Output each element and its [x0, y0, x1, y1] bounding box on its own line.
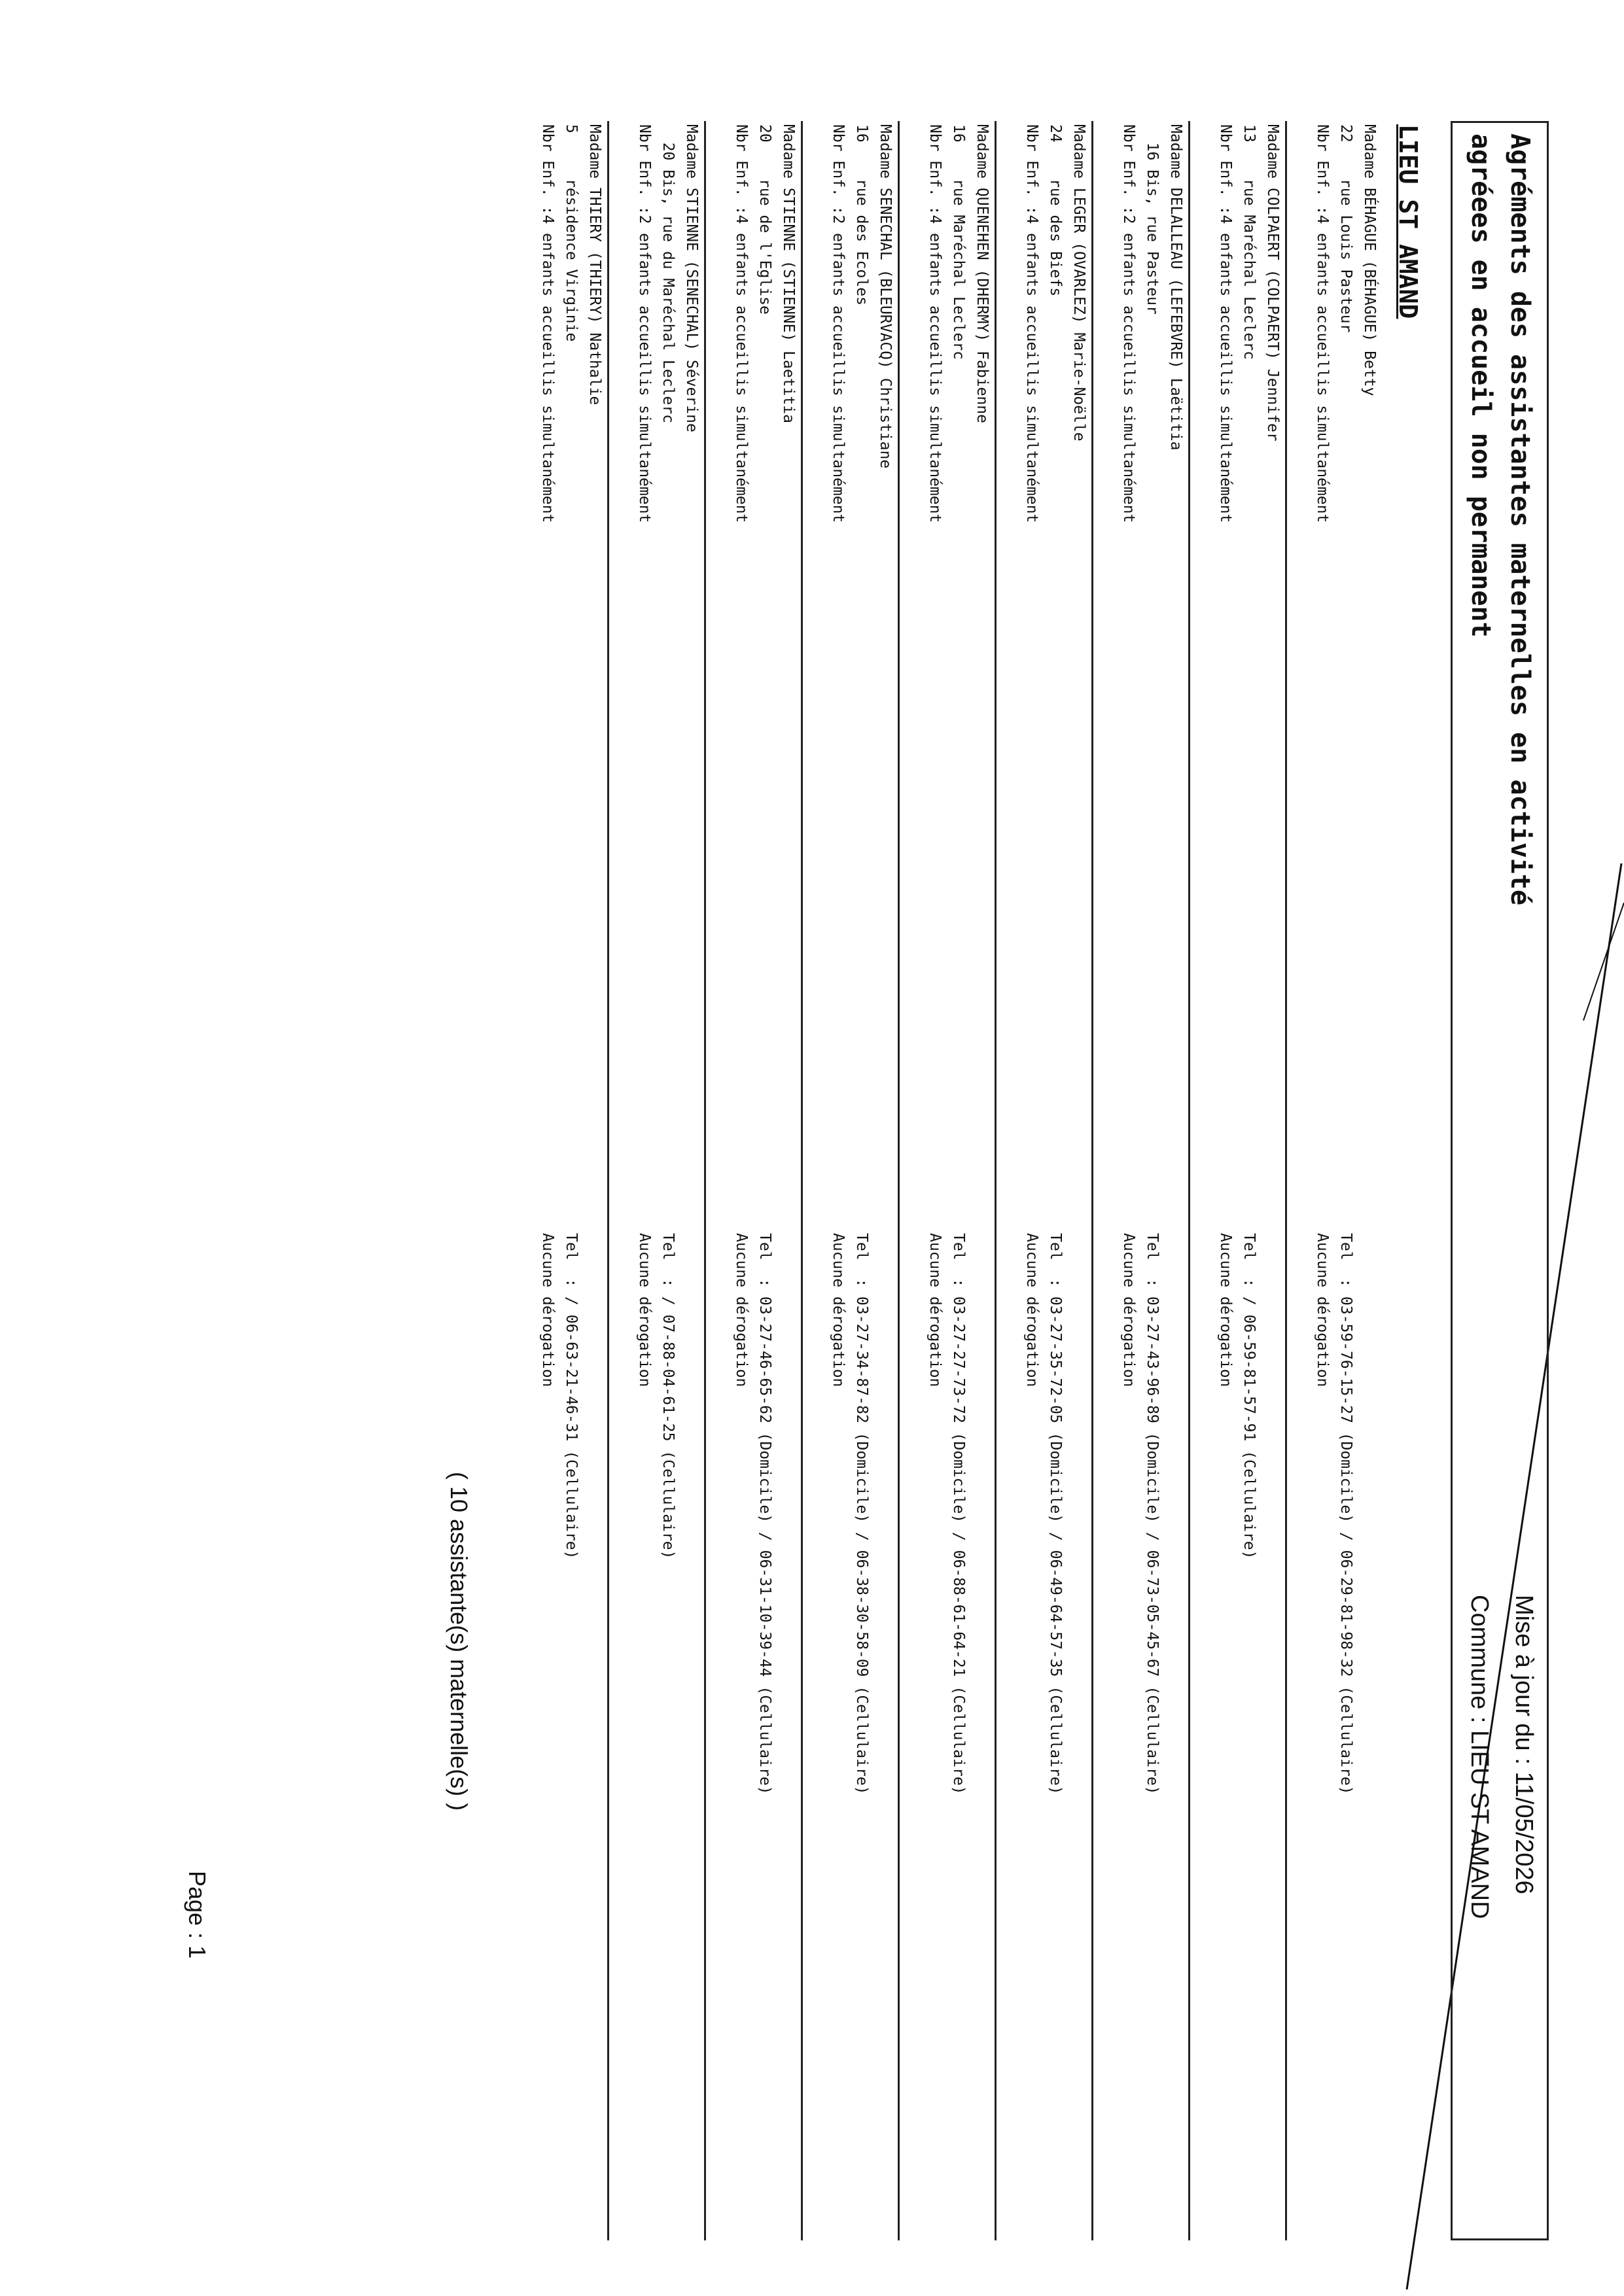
assistant-address: 5 résidence Virginie	[563, 124, 580, 342]
assistant-phone: Tel : 03-27-46-65-62 (Domicile) / 06-31-10-39-44 (Cellulaire)	[756, 1233, 773, 1795]
list-item	[995, 121, 1091, 2240]
assistant-capacity: Nbr Enf. :2 enfants accueillis simultanément	[1120, 124, 1137, 523]
assistant-derogation: Aucune dérogation	[733, 1233, 750, 1387]
page-number: Page : 1	[184, 1871, 211, 1959]
assistant-capacity: Nbr Enf. :4 enfants accueillis simultanément	[733, 124, 750, 523]
assistant-address: 13 rue Maréchal Leclerc	[1241, 124, 1258, 360]
assistant-phone: Tel : 03-59-76-15-27 (Domicile) / 06-29-81-98-32 (Cellulaire)	[1337, 1233, 1354, 1795]
assistant-phone: Tel : 03-27-27-73-72 (Domicile) / 06-88-61-64-21 (Cellulaire)	[950, 1233, 967, 1795]
assistant-derogation: Aucune dérogation	[1120, 1233, 1137, 1387]
list-item	[801, 121, 898, 2240]
list-item	[1285, 121, 1382, 2240]
list-item	[607, 121, 704, 2240]
header-box	[1451, 121, 1549, 2240]
assistant-derogation: Aucune dérogation	[1023, 1233, 1040, 1387]
assistant-name: Madame STIENNE (SENECHAL) Séverine	[683, 124, 700, 432]
assistant-name: Madame LEGER (OVARLEZ) Marie-Noëlle	[1070, 124, 1087, 442]
assistant-address: 16 rue des Ecoles	[853, 124, 870, 305]
assistant-capacity: Nbr Enf. :2 enfants accueillis simultanément	[636, 124, 653, 523]
list-item	[898, 121, 995, 2240]
assistant-derogation: Aucune dérogation	[830, 1233, 847, 1387]
assistant-name: Madame STIENNE (STIENNE) Laetitia	[780, 124, 797, 423]
assistant-derogation: Aucune dérogation	[927, 1233, 944, 1387]
assistant-address: 16 Bis, rue Pasteur	[1144, 124, 1161, 315]
assistant-capacity: Nbr Enf. :4 enfants accueillis simultanément	[539, 124, 556, 523]
assistant-name: Madame SENECHAL (BLEURVACQ) Christiane	[877, 124, 894, 469]
assistant-phone: Tel : / 06-63-21-46-31 (Cellulaire)	[563, 1233, 580, 1559]
assistant-capacity: Nbr Enf. :4 enfants accueillis simultanément	[1023, 124, 1040, 523]
commune-heading: LIEU ST AMAND	[1394, 124, 1422, 319]
assistant-name: Madame QUENEHEN (DHERMY) Fabienne	[974, 124, 991, 423]
assistant-name: Madame THIERY (THIERY) Nathalie	[586, 124, 603, 406]
commune-label: Commune : LIEU ST AMAND	[1466, 1595, 1493, 1919]
assistant-capacity: Nbr Enf. :4 enfants accueillis simultanément	[1314, 124, 1331, 523]
assistant-phone: Tel : 03-27-34-87-82 (Domicile) / 06-38-30-58-09 (Cellulaire)	[853, 1233, 870, 1795]
assistant-derogation: Aucune dérogation	[1314, 1233, 1331, 1387]
assistant-name: Madame DELALLEAU (LEFEBVRE) Laëtitia	[1167, 124, 1184, 451]
list-item	[510, 121, 607, 2240]
assistant-capacity: Nbr Enf. :4 enfants accueillis simultanément	[1217, 124, 1234, 523]
list-item	[1091, 121, 1188, 2240]
assistant-derogation: Aucune dérogation	[636, 1233, 653, 1387]
assistant-address: 20 Bis, rue du Maréchal Leclerc	[660, 124, 677, 423]
assistant-phone: Tel : / 06-59-81-57-91 (Cellulaire)	[1241, 1233, 1258, 1559]
assistant-derogation: Aucune dérogation	[1217, 1233, 1234, 1387]
update-date: Mise à jour du : 11/05/2026	[1510, 1595, 1538, 1894]
list-item	[704, 121, 801, 2240]
assistant-name: Madame BÉHAGUE (BÉHAGUE) Betty	[1361, 124, 1378, 396]
assistant-derogation: Aucune dérogation	[539, 1233, 556, 1387]
assistant-capacity: Nbr Enf. :4 enfants accueillis simultanément	[927, 124, 944, 523]
assistant-capacity: Nbr Enf. :2 enfants accueillis simultanément	[830, 124, 847, 523]
assistant-address: 16 rue Maréchal Leclerc	[950, 124, 967, 360]
assistant-address: 20 rue de l'Eglise	[756, 124, 773, 315]
assistant-phone: Tel : / 07-88-04-61-25 (Cellulaire)	[660, 1233, 677, 1559]
assistant-phone: Tel : 03-27-35-72-05 (Domicile) / 06-49-64-57-35 (Cellulaire)	[1047, 1233, 1064, 1795]
document-subtitle: agréees en accueil non permanent	[1466, 133, 1496, 638]
document-title: Agréments des assistantes maternelles en activité	[1505, 133, 1535, 906]
assistant-address: 22 rue Louis Pasteur	[1337, 124, 1354, 333]
assistant-phone: Tel : 03-27-43-96-89 (Domicile) / 06-73-05-45-67 (Cellulaire)	[1144, 1233, 1161, 1795]
assistant-address: 24 rue des Biefs	[1047, 124, 1064, 297]
assistant-name: Madame COLPAERT (COLPAERT) Jennifer	[1264, 124, 1281, 442]
assistant-count: ( 10 assistante(s) maternelle(s) )	[446, 1472, 472, 1811]
list-item	[1188, 121, 1285, 2240]
